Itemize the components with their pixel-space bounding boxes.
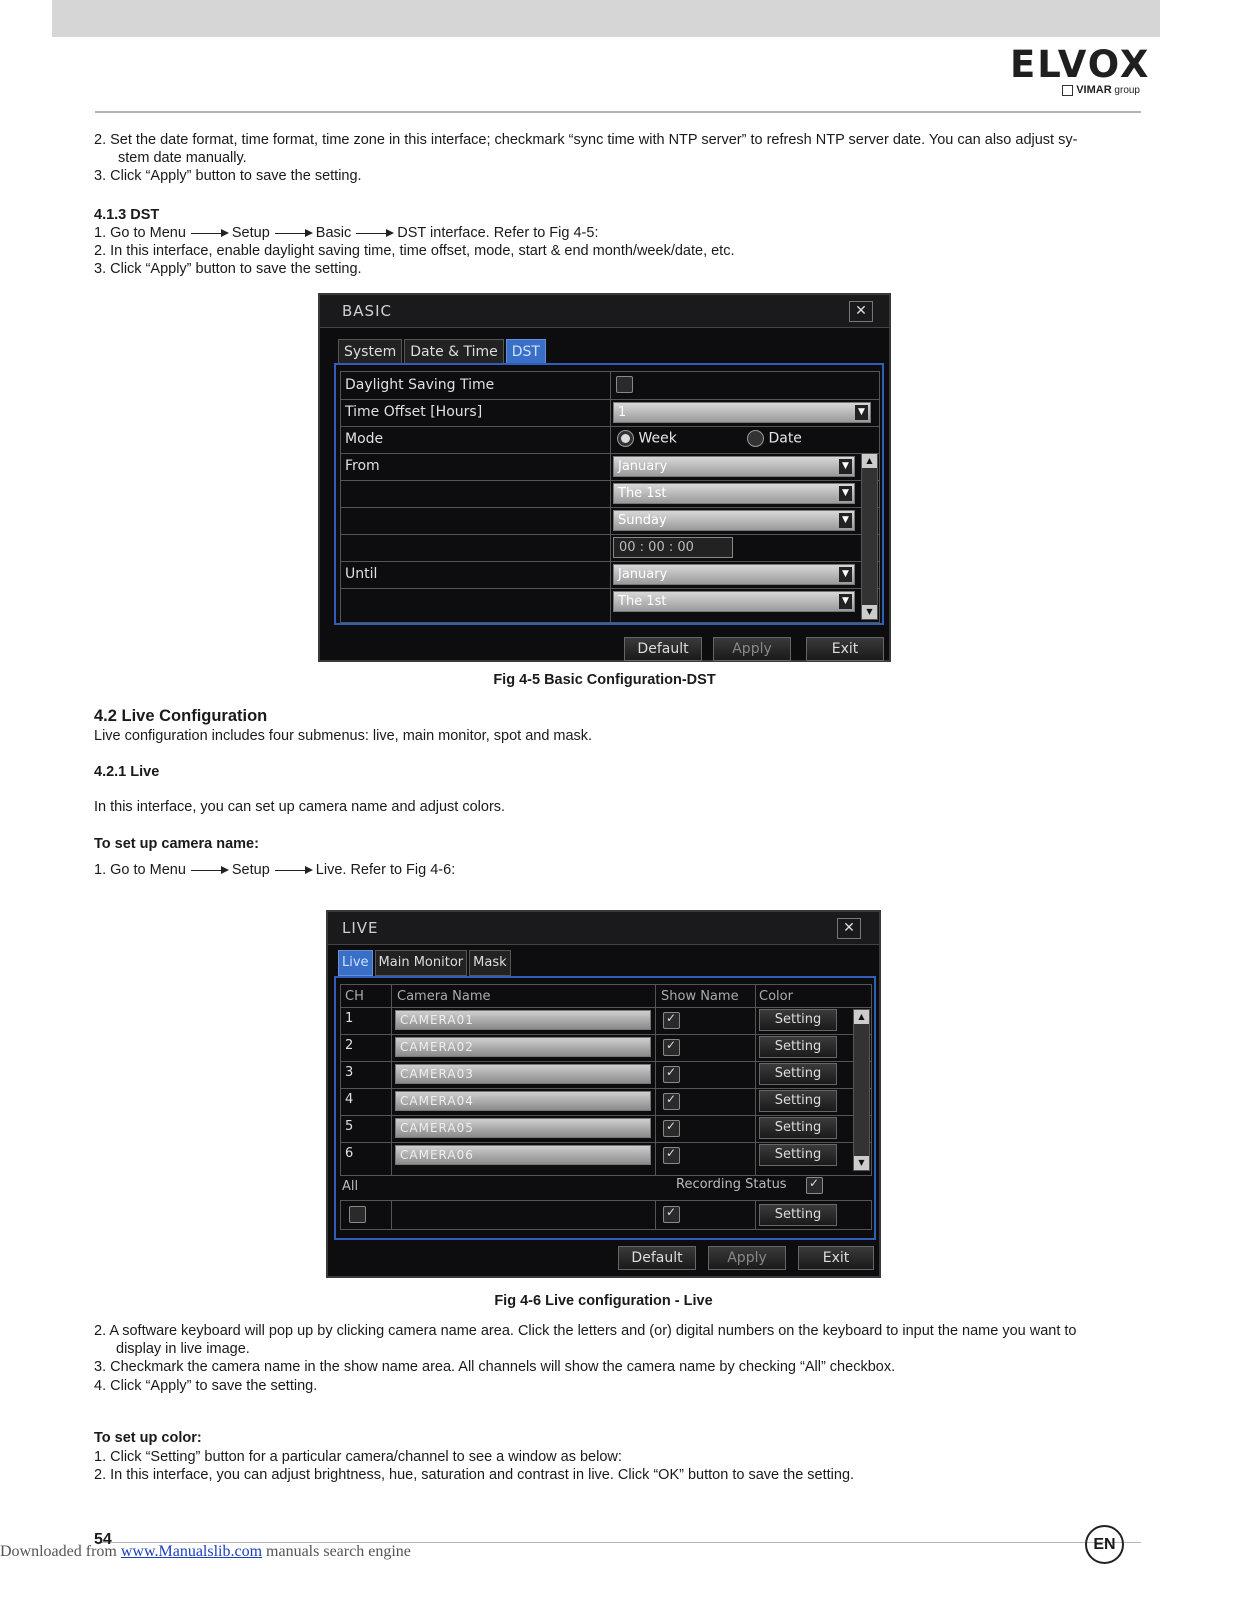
language-badge: EN: [1085, 1525, 1124, 1564]
chevron-down-icon: ▼: [839, 594, 852, 609]
arrow-icon: [356, 233, 392, 234]
label-from: From: [345, 458, 380, 474]
row-until-week: [341, 588, 879, 615]
show-name-checkbox[interactable]: [663, 1120, 680, 1137]
all-row: [340, 1200, 872, 1230]
chevron-down-icon: ▼: [855, 405, 868, 420]
tab-date-time[interactable]: Date & Time: [404, 339, 504, 365]
top-band: [52, 0, 1160, 37]
camera-name-input[interactable]: CAMERA06: [395, 1145, 651, 1165]
all-setting-button[interactable]: Setting: [759, 1204, 837, 1226]
tab-bar: [338, 950, 513, 976]
after-step2-line1: 2. A software keyboard will pop up by clicking camera name area. Click the letters and (or) digital numbers on the keyboard to input the name you want to: [94, 1323, 1077, 1339]
row-from-month: [341, 453, 879, 481]
color-setting-button[interactable]: Setting: [759, 1036, 837, 1058]
chevron-down-icon: ▼: [839, 486, 852, 501]
show-name-checkbox[interactable]: [663, 1012, 680, 1029]
header-ch: CH: [345, 989, 364, 1004]
manualslib-link[interactable]: www.Manualslib.com: [120, 1543, 263, 1560]
live-panel: [334, 976, 876, 1240]
default-button[interactable]: Default: [618, 1246, 696, 1270]
dst-step3: 3. Click “Apply” button to save the setting.: [94, 261, 362, 277]
camera-name-input[interactable]: CAMERA02: [395, 1037, 651, 1057]
page-number: 54: [94, 1531, 112, 1548]
tab-bar: [338, 339, 548, 365]
label-time-offset: Time Offset [Hours]: [345, 404, 483, 420]
dst-heading: 4.1.3 DST: [94, 207, 160, 223]
channel-number: 4: [345, 1092, 354, 1107]
apply-button[interactable]: Apply: [708, 1246, 786, 1270]
header-color: Color: [759, 989, 793, 1004]
dst-scrollbar[interactable]: [861, 453, 878, 620]
tab-live[interactable]: Live: [338, 950, 373, 976]
camera-name-input[interactable]: CAMERA05: [395, 1118, 651, 1138]
camera-name-input[interactable]: CAMERA01: [395, 1010, 651, 1030]
mode-date-option[interactable]: Date: [747, 430, 802, 447]
table-row: [341, 1088, 871, 1116]
intro-step2-line1: 2. Set the date format, time format, time zone in this interface; checkmark “sync time with NTP server” to refresh NTP server date. You can also adjust sy-: [94, 132, 1078, 148]
window-titlebar: [320, 295, 889, 328]
basic-dst-window: [318, 293, 891, 662]
row-offset: [341, 399, 879, 427]
camera-name-input[interactable]: CAMERA04: [395, 1091, 651, 1111]
time-offset-select[interactable]: 1 ▼: [613, 402, 871, 423]
channel-number: 1: [345, 1011, 354, 1026]
vimar-icon: [1062, 85, 1073, 96]
recording-status-checkbox[interactable]: [806, 1177, 823, 1194]
color-step1: 1. Click “Setting” button for a particular camera/channel to see a window as below:: [94, 1449, 622, 1465]
live-sub-desc: In this interface, you can set up camera name and adjust colors.: [94, 799, 506, 815]
fig46-caption: Fig 4-6 Live configuration - Live: [494, 1293, 713, 1309]
dst-step2: 2. In this interface, enable daylight saving time, time offset, mode, start & end month/week/date, etc.: [94, 243, 735, 259]
close-icon[interactable]: ✕: [849, 301, 873, 322]
arrow-icon: [191, 870, 227, 871]
table-row: [341, 1142, 871, 1169]
color-setting-button[interactable]: Setting: [759, 1009, 837, 1031]
elvox-logo: [1010, 43, 1151, 96]
window-titlebar: [328, 912, 879, 945]
close-icon[interactable]: ✕: [837, 918, 861, 939]
all-label: All: [342, 1179, 359, 1194]
from-time-input[interactable]: 00 : 00 : 00: [613, 537, 733, 558]
after-step3: 3. Checkmark the camera name in the show name area. All channels will show the camera name by checking “All” checkbox.: [94, 1359, 896, 1375]
label-until: Until: [345, 566, 378, 582]
row-from-time: [341, 534, 879, 562]
exit-button[interactable]: Exit: [798, 1246, 874, 1270]
row-dst: [341, 372, 879, 400]
arrow-icon: [191, 233, 227, 234]
table-row: [341, 1115, 871, 1143]
table-row: [341, 1034, 871, 1062]
all-show-name-checkbox[interactable]: [663, 1206, 680, 1223]
header-rule: [95, 111, 1141, 113]
header-camera-name: Camera Name: [397, 989, 491, 1004]
logo-text: ELVOX: [1010, 43, 1151, 86]
dst-step1: 1. Go to Menu Setup Basic DST interface. Refer to Fig 4-5:: [94, 225, 599, 241]
dst-enable-checkbox[interactable]: [616, 376, 633, 393]
arrow-icon: [275, 233, 311, 234]
scroll-down-icon[interactable]: ▼: [862, 605, 877, 619]
color-setting-button[interactable]: Setting: [759, 1144, 837, 1166]
scroll-up-icon[interactable]: ▲: [854, 1010, 869, 1024]
recording-status-label: Recording Status: [676, 1177, 787, 1192]
tab-dst[interactable]: DST: [506, 339, 546, 365]
row-from-week: [341, 480, 879, 508]
all-checkbox[interactable]: [349, 1206, 366, 1223]
color-setting-button[interactable]: Setting: [759, 1117, 837, 1139]
live-sub-heading: 4.2.1 Live: [94, 764, 160, 780]
live-window: [326, 910, 881, 1278]
default-button[interactable]: Default: [624, 637, 702, 661]
chevron-down-icon: ▼: [839, 459, 852, 474]
fig45-caption: Fig 4-5 Basic Configuration-DST: [493, 672, 716, 688]
channel-number: 6: [345, 1146, 354, 1161]
color-heading: To set up color:: [94, 1430, 202, 1446]
show-name-checkbox[interactable]: [663, 1066, 680, 1083]
label-mode: Mode: [345, 431, 384, 447]
tab-main-monitor[interactable]: Main Monitor: [375, 950, 468, 976]
channel-number: 5: [345, 1119, 354, 1134]
color-step2: 2. In this interface, you can adjust brightness, hue, saturation and contrast in live. Click “OK” button to save the setting.: [94, 1467, 855, 1483]
from-month-select[interactable]: January ▼: [613, 456, 855, 477]
live-step1: 1. Go to Menu Setup Live. Refer to Fig 4-6:: [94, 862, 456, 878]
live-scrollbar[interactable]: [853, 1009, 870, 1171]
scroll-up-icon[interactable]: ▲: [862, 454, 877, 468]
window-title: BASIC: [342, 302, 392, 320]
show-name-checkbox[interactable]: [663, 1039, 680, 1056]
scroll-down-icon[interactable]: ▼: [854, 1156, 869, 1170]
chevron-down-icon: ▼: [839, 567, 852, 582]
intro-step3: 3. Click “Apply” button to save the setting.: [94, 168, 362, 184]
radio-date[interactable]: [747, 430, 764, 447]
table-row: [341, 1061, 871, 1089]
until-week-select[interactable]: The 1st ▼: [613, 591, 855, 612]
table-row: [341, 1007, 871, 1035]
show-name-checkbox[interactable]: [663, 1147, 680, 1164]
color-setting-button[interactable]: Setting: [759, 1090, 837, 1112]
row-mode: [341, 426, 879, 454]
color-setting-button[interactable]: Setting: [759, 1063, 837, 1085]
row-until-month: [341, 561, 879, 589]
tab-system[interactable]: System: [338, 339, 402, 365]
arrow-icon: [275, 870, 311, 871]
header-show-name: Show Name: [661, 989, 739, 1004]
from-week-select[interactable]: The 1st ▼: [613, 483, 855, 504]
live-desc: Live configuration includes four submenus: live, main monitor, spot and mask.: [94, 728, 593, 744]
logo-subtext: VIMAR group: [1010, 84, 1140, 96]
download-footer: Downloaded from www.Manualslib.com manuals search engine: [0, 1543, 411, 1560]
camera-name-heading: To set up camera name:: [94, 836, 259, 852]
channel-number: 3: [345, 1065, 354, 1080]
live-heading: 4.2 Live Configuration: [94, 707, 268, 725]
show-name-checkbox[interactable]: [663, 1093, 680, 1110]
dst-panel: [334, 363, 884, 625]
mode-week-option[interactable]: Week: [617, 430, 677, 447]
after-step2-line2: display in live image.: [116, 1341, 250, 1357]
camera-name-input[interactable]: CAMERA03: [395, 1064, 651, 1084]
exit-button[interactable]: Exit: [806, 637, 884, 661]
label-daylight-saving: Daylight Saving Time: [345, 377, 495, 393]
apply-button[interactable]: Apply: [713, 637, 791, 661]
radio-week[interactable]: [617, 430, 634, 447]
row-from-day: [341, 507, 879, 535]
window-title: LIVE: [342, 919, 379, 937]
after-step4: 4. Click “Apply” to save the setting.: [94, 1378, 318, 1394]
tab-mask[interactable]: Mask: [469, 950, 510, 976]
chevron-down-icon: ▼: [839, 513, 852, 528]
channel-number: 2: [345, 1038, 354, 1053]
until-month-select[interactable]: January ▼: [613, 564, 855, 585]
from-day-select[interactable]: Sunday ▼: [613, 510, 855, 531]
intro-step2-line2: stem date manually.: [118, 150, 247, 166]
